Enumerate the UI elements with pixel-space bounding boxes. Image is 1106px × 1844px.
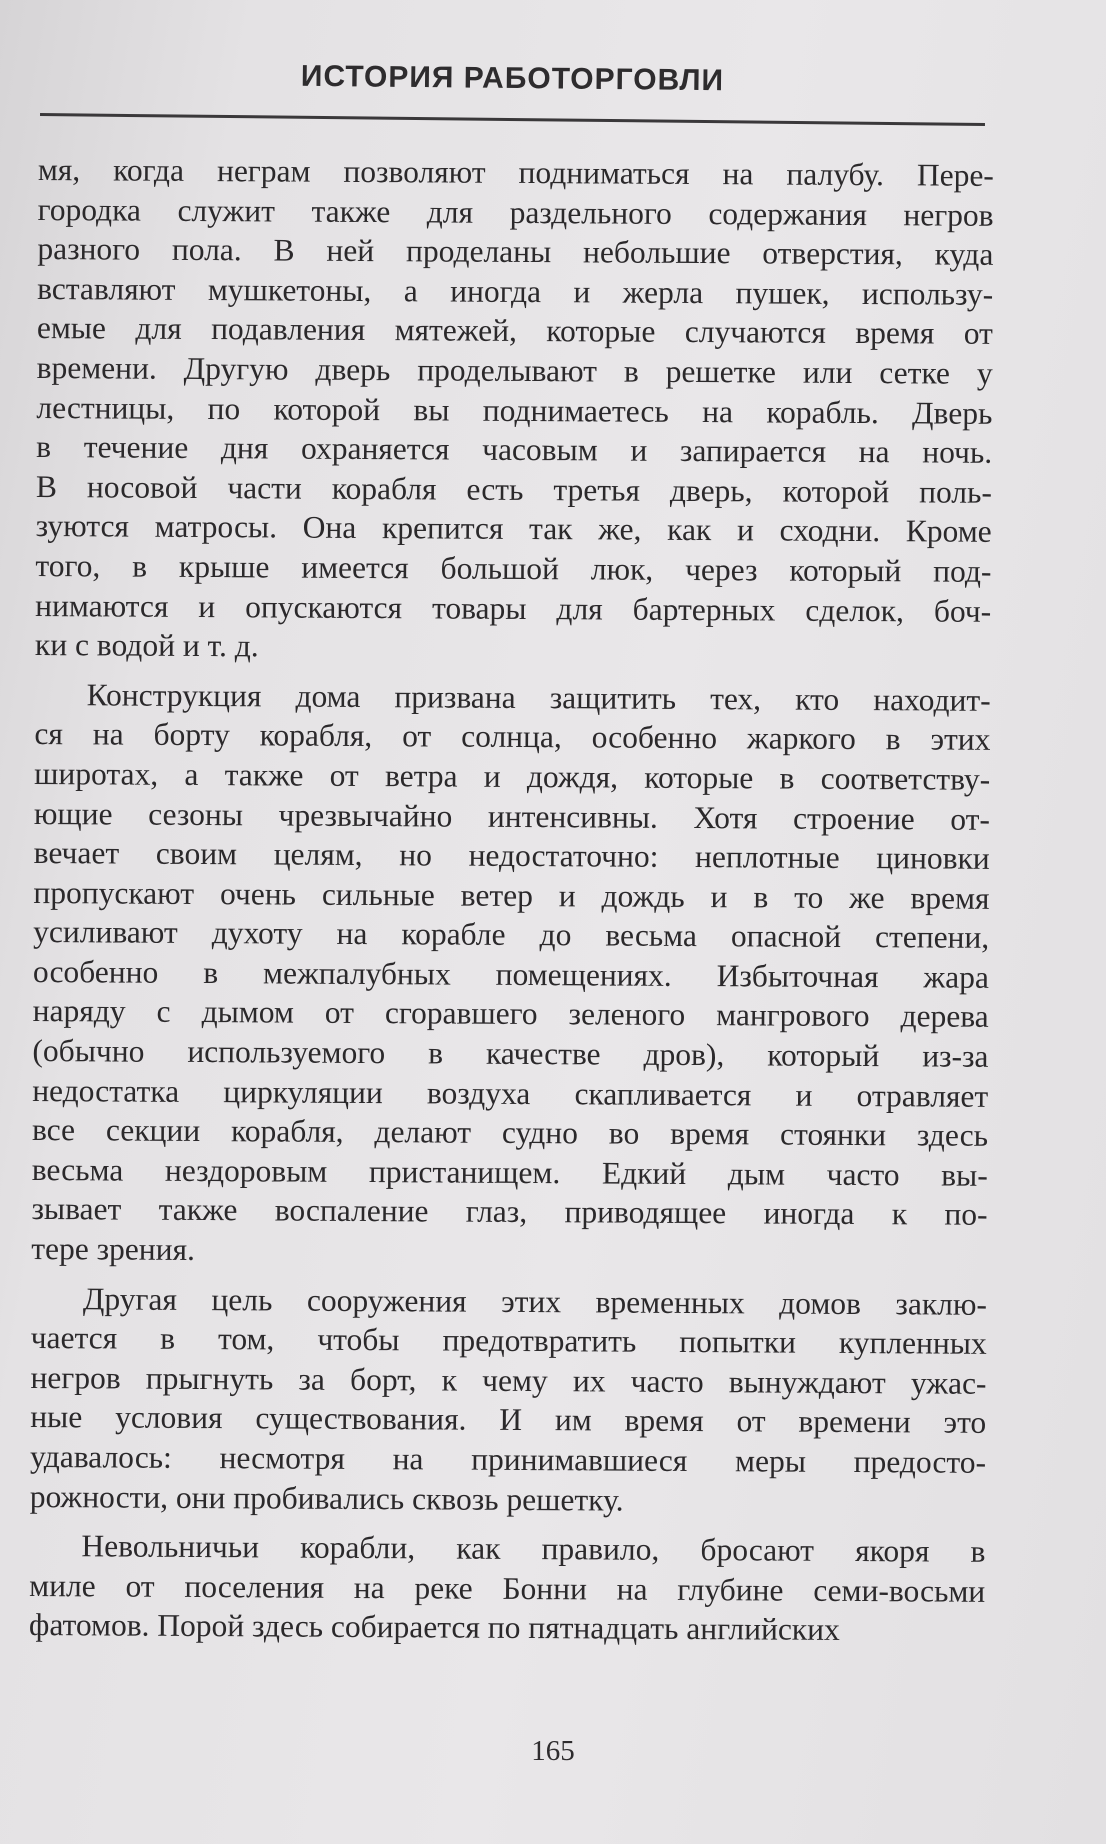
text-line: наряду с дымом от сгоравшего зеленого мангрового дерева [32,993,989,1035]
text-line: В носовой части корабля есть третья дверь, которой поль- [35,468,993,510]
text-line: зуются матросы. Она крепится так же, как и сходни. Кроме [35,508,992,550]
text-line: все секции корабля, делают судно во время стоянки здесь [31,1112,989,1154]
body-text [29,150,994,1651]
text-line: зывает также воспаление глаз, приводящее иногда к по- [31,1191,988,1233]
text-line: пропускают очень сильные ветер и дождь и в то же время [33,874,990,916]
text-line: (обычно используемого в качестве дров), который из-за [32,1033,989,1074]
text-line: широтах, а также от ветра и дождя, которые в соответству- [34,755,991,797]
text-line: того, в крыше имеется большой люк, через который под- [35,547,992,589]
running-header-title: ИСТОРИЯ РАБОТОРГОВЛИ [300,59,725,98]
text-line: особенно в межпалубных помещениях. Избыточная жара [32,953,990,995]
text-line: удавалось: несмотря на принимавшиеся меры предосто- [29,1438,987,1480]
text-line: негров прыгнуть за борт, к чему их часто вынуждают ужас- [30,1359,987,1401]
text-line: Другая цель сооружения этих временных домов заклю- [82,1280,988,1322]
text-line: емые для подавления мятежей, которые случаются время от [36,310,994,352]
text-line: в течение дня охраняется часовым и запирается на ночь. [36,429,993,470]
text-line: недостатка циркуляции воздуха скапливается и отравляет [32,1072,989,1114]
text-line: разного пола. В ней проделаны небольшие отверстия, куда [37,231,994,273]
text-line: вечает своим целям, но недостаточно: неплотные циновки [33,835,990,876]
text-line: лестницы, по которой вы поднимаетесь на корабль. Дверь [36,389,993,431]
text-line: усиливают духоту на корабле до весьма опасной степени, [33,914,990,956]
text-line: рожности, они пробивались сквозь решетку. [29,1478,624,1518]
text-line: времени. Другую дверь проделывают в решетке или сетке у [36,349,993,391]
text-line: ся на борту корабля, от солнца, особенно жаркого в этих [34,716,991,758]
text-line: тере зрения. [31,1231,196,1268]
text-line: Конструкция дома призвана защитить тех, кто находит- [86,677,991,718]
text-line: нимаются и опускаются товары для бартерных сделок, боч- [35,587,992,629]
text-line: Невольничьи корабли, как правило, бросают якоря в [81,1528,986,1570]
text-line: чается в том, чтобы предотвратить попытки купленных [30,1320,987,1362]
text-line: мя, когда неграм позволяют подниматься на палубу. Пере- [37,151,994,193]
running-header [40,0,985,140]
text-line: ные условия существования. И им время от времени это [30,1399,987,1441]
text-line: ющие сезоны чрезвычайно интенсивны. Хотя строение от- [33,795,991,837]
paragraph [29,1526,986,1651]
text-line: городка служит также для раздельного содержания негров [37,191,994,233]
paragraph [35,150,994,671]
text-line: весьма нездоровым пристанищем. Едкий дым часто вы- [31,1151,988,1193]
page-number: 165 [531,1735,575,1767]
text-line: вставляют мушкетоны, а иногда и жерла пушек, использу- [37,270,994,312]
header-rule [40,113,985,126]
paragraph [30,1279,987,1522]
text-line: ки с водой и т. д. [34,627,259,664]
text-line: миле от поселения на реке Бонни на глубине семи-восьми [29,1567,986,1609]
text-line: фатомов. Порой здесь собирается по пятнадцать английских [28,1607,840,1648]
paragraph [31,675,991,1275]
